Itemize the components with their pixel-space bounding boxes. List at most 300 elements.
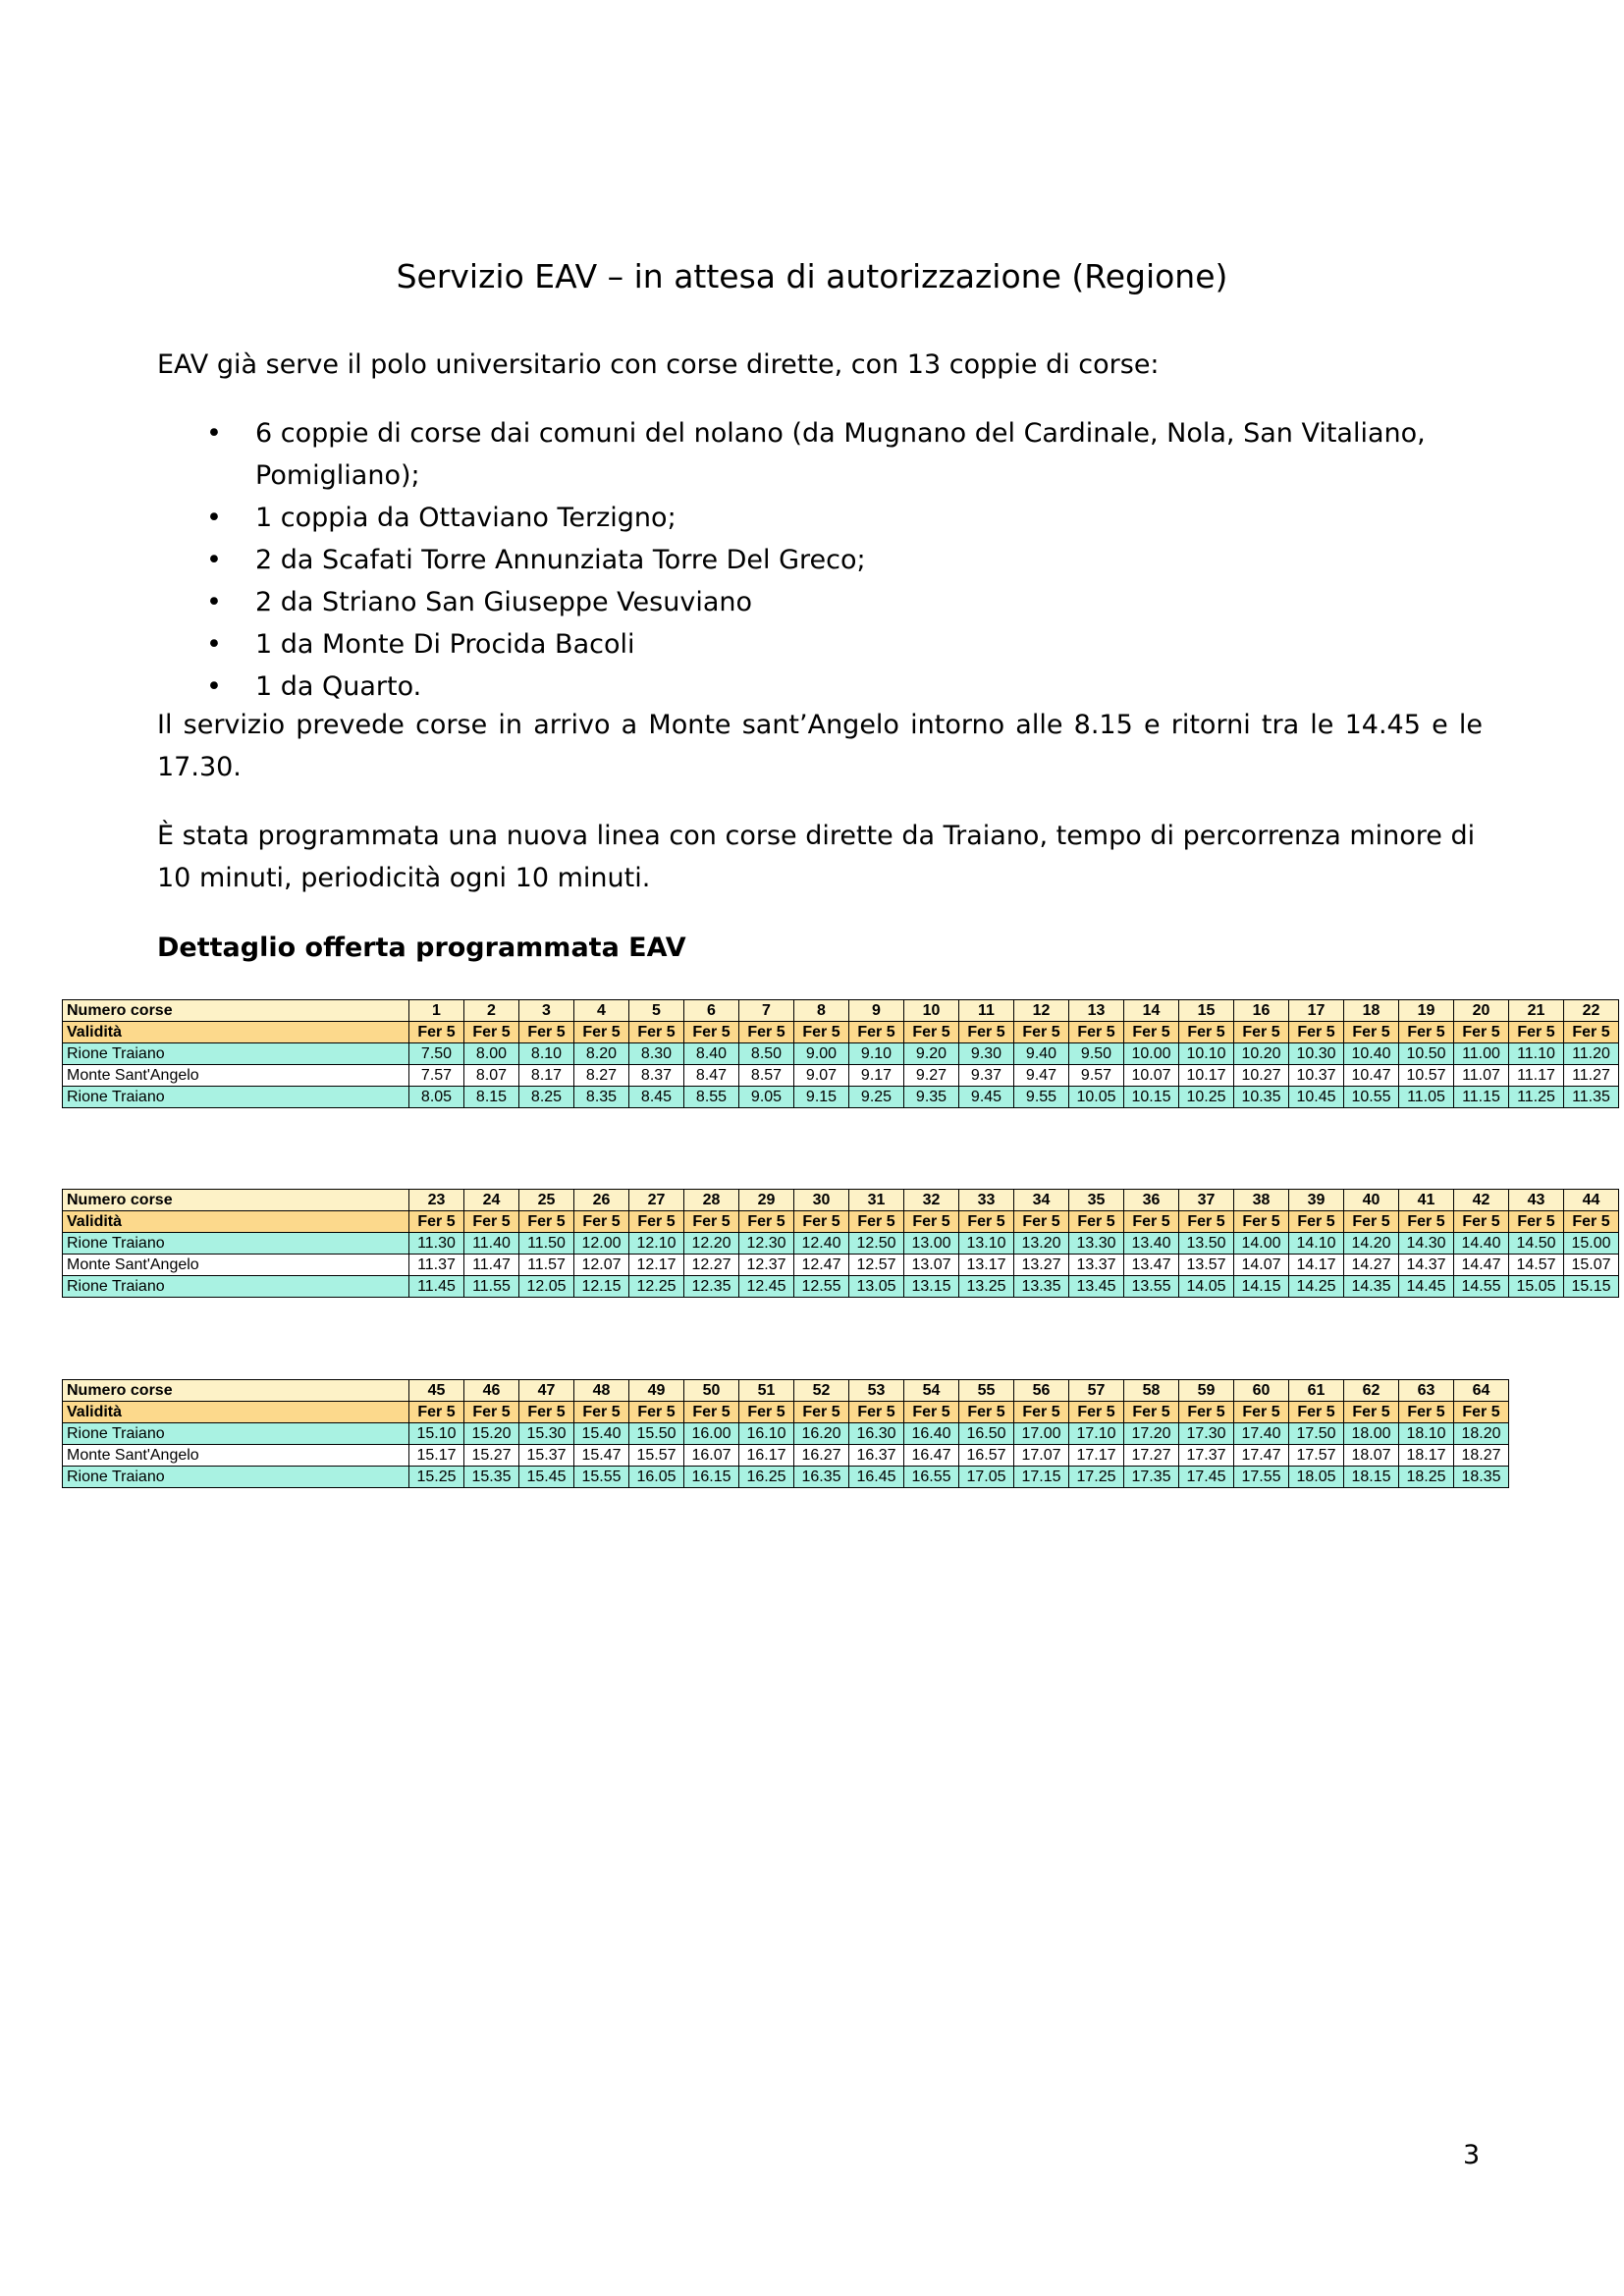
table-cell: 8.55 xyxy=(684,1087,739,1108)
row-label: Validità xyxy=(63,1211,409,1233)
table-cell: Fer 5 xyxy=(959,1022,1014,1043)
table-cell: 8.40 xyxy=(684,1043,739,1065)
table-cell: 36 xyxy=(1124,1190,1179,1211)
table-cell: 15.40 xyxy=(574,1423,629,1445)
table-cell: Fer 5 xyxy=(1124,1211,1179,1233)
row-label: Monte Sant'Angelo xyxy=(63,1445,409,1467)
table-cell: 17.37 xyxy=(1179,1445,1234,1467)
table-cell: Fer 5 xyxy=(684,1211,739,1233)
table-cell: 17.27 xyxy=(1124,1445,1179,1467)
table-cell: 15.25 xyxy=(409,1467,464,1488)
table-cell: Fer 5 xyxy=(519,1402,574,1423)
table-cell: 13.45 xyxy=(1069,1276,1124,1298)
table-cell: Fer 5 xyxy=(794,1022,849,1043)
table-cell: 51 xyxy=(739,1380,794,1402)
table-cell: 49 xyxy=(629,1380,684,1402)
row-label: Rione Traiano xyxy=(63,1233,409,1255)
table-cell: 10.20 xyxy=(1234,1043,1289,1065)
table-cell: 4 xyxy=(574,1000,629,1022)
table-cell: 28 xyxy=(684,1190,739,1211)
table-cell: 34 xyxy=(1014,1190,1069,1211)
table-cell: 8.50 xyxy=(739,1043,794,1065)
table-cell: 50 xyxy=(684,1380,739,1402)
table-cell: 13.10 xyxy=(959,1233,1014,1255)
bullet-list xyxy=(157,412,1483,708)
table-cell: 6 xyxy=(684,1000,739,1022)
table-cell: 8.10 xyxy=(519,1043,574,1065)
service-paragraph: Il servizio prevede corse in arrivo a Monte sant’Angelo intorno alle 8.15 e ritorni tra le 14.45 e le 17.30. xyxy=(157,710,1483,782)
table-cell: 10.40 xyxy=(1344,1043,1399,1065)
table-cell: 14.45 xyxy=(1399,1276,1454,1298)
rione-traiano-arr-row xyxy=(63,1087,1619,1108)
table-cell: Fer 5 xyxy=(464,1211,519,1233)
list-item-text: 6 coppie di corse dai comuni del nolano (da Mugnano del Cardinale, Nola, San Vitaliano, Pomigliano); xyxy=(255,418,1426,491)
table-cell: Fer 5 xyxy=(959,1211,1014,1233)
table-cell: Fer 5 xyxy=(629,1402,684,1423)
table-cell: 17.30 xyxy=(1179,1423,1234,1445)
table-cell: 15.47 xyxy=(574,1445,629,1467)
table-cell: 54 xyxy=(904,1380,959,1402)
table-cell: 45 xyxy=(409,1380,464,1402)
table-cell: Fer 5 xyxy=(794,1402,849,1423)
table-cell: 37 xyxy=(1179,1190,1234,1211)
table-cell: 13.55 xyxy=(1124,1276,1179,1298)
row-label: Numero corse xyxy=(63,1000,409,1022)
table-cell: Fer 5 xyxy=(1014,1211,1069,1233)
table-cell: 16.05 xyxy=(629,1467,684,1488)
table-cell: 16.30 xyxy=(849,1423,904,1445)
list-item xyxy=(157,581,1483,623)
table-cell: 11.55 xyxy=(464,1276,519,1298)
table-cell: Fer 5 xyxy=(629,1022,684,1043)
row-label: Numero corse xyxy=(63,1190,409,1211)
table-cell: Fer 5 xyxy=(1234,1211,1289,1233)
table-cell: 15 xyxy=(1179,1000,1234,1022)
table-cell: 14.50 xyxy=(1509,1233,1564,1255)
table-cell: 12.15 xyxy=(574,1276,629,1298)
table-cell: 9.47 xyxy=(1014,1065,1069,1087)
table-cell: 2 xyxy=(464,1000,519,1022)
table-cell: Fer 5 xyxy=(739,1022,794,1043)
table-cell: 11.05 xyxy=(1399,1087,1454,1108)
table-cell: 8.30 xyxy=(629,1043,684,1065)
table-cell: 15.15 xyxy=(1564,1276,1619,1298)
table-cell: 17.15 xyxy=(1014,1467,1069,1488)
table-cell: Fer 5 xyxy=(1289,1211,1344,1233)
table-cell: 10.47 xyxy=(1344,1065,1399,1087)
table-cell: 13.47 xyxy=(1124,1255,1179,1276)
table-cell: 8.45 xyxy=(629,1087,684,1108)
table-cell: 22 xyxy=(1564,1000,1619,1022)
table-cell: 10.37 xyxy=(1289,1065,1344,1087)
table-cell: 12.05 xyxy=(519,1276,574,1298)
table-cell: 7 xyxy=(739,1000,794,1022)
table-cell: 18.05 xyxy=(1289,1467,1344,1488)
table-cell: 62 xyxy=(1344,1380,1399,1402)
table-cell: 18.10 xyxy=(1399,1423,1454,1445)
table-cell: Fer 5 xyxy=(1509,1211,1564,1233)
table-cell: 13.37 xyxy=(1069,1255,1124,1276)
table-cell: Fer 5 xyxy=(849,1402,904,1423)
table-cell: 18.27 xyxy=(1454,1445,1509,1467)
table-cell: 12.50 xyxy=(849,1233,904,1255)
row-label: Monte Sant'Angelo xyxy=(63,1255,409,1276)
table-cell: 10.25 xyxy=(1179,1087,1234,1108)
table-cell: 16.07 xyxy=(684,1445,739,1467)
table-cell: 16.15 xyxy=(684,1467,739,1488)
table-cell: 48 xyxy=(574,1380,629,1402)
row-label: Numero corse xyxy=(63,1380,409,1402)
table-cell: 17.25 xyxy=(1069,1467,1124,1488)
table-cell: 9.27 xyxy=(904,1065,959,1087)
table-cell: 12.17 xyxy=(629,1255,684,1276)
timetable xyxy=(62,1379,1509,1488)
table-cell: 23 xyxy=(409,1190,464,1211)
table-cell: 8.27 xyxy=(574,1065,629,1087)
table-cell: 17.07 xyxy=(1014,1445,1069,1467)
list-item-text: 2 da Scafati Torre Annunziata Torre Del Greco; xyxy=(255,545,866,575)
table-cell: 11.27 xyxy=(1564,1065,1619,1087)
table-cell: 9.45 xyxy=(959,1087,1014,1108)
table-cell: 10.00 xyxy=(1124,1043,1179,1065)
table-cell: 29 xyxy=(739,1190,794,1211)
table-cell: 9.15 xyxy=(794,1087,849,1108)
table-cell: 1 xyxy=(409,1000,464,1022)
table-cell: Fer 5 xyxy=(1399,1402,1454,1423)
table-cell: 12.45 xyxy=(739,1276,794,1298)
table-cell: 17.57 xyxy=(1289,1445,1344,1467)
table-cell: Fer 5 xyxy=(1179,1402,1234,1423)
table-cell: 8.17 xyxy=(519,1065,574,1087)
table-cell: 11.40 xyxy=(464,1233,519,1255)
table-cell: 14 xyxy=(1124,1000,1179,1022)
table-cell: 30 xyxy=(794,1190,849,1211)
table-cell: 13.40 xyxy=(1124,1233,1179,1255)
table-cell: Fer 5 xyxy=(1509,1022,1564,1043)
table-cell: 18.20 xyxy=(1454,1423,1509,1445)
timetable xyxy=(62,999,1619,1108)
table-cell: 8.15 xyxy=(464,1087,519,1108)
table-cell: 3 xyxy=(519,1000,574,1022)
table-cell: 61 xyxy=(1289,1380,1344,1402)
table-cell: 12.55 xyxy=(794,1276,849,1298)
table-cell: 8.07 xyxy=(464,1065,519,1087)
table-cell: 9 xyxy=(849,1000,904,1022)
table-cell: 11.07 xyxy=(1454,1065,1509,1087)
table-cell: 42 xyxy=(1454,1190,1509,1211)
table-cell: 16.45 xyxy=(849,1467,904,1488)
table-cell: 17.50 xyxy=(1289,1423,1344,1445)
table-cell: 17.35 xyxy=(1124,1467,1179,1488)
table-cell: 58 xyxy=(1124,1380,1179,1402)
table-cell: 11.00 xyxy=(1454,1043,1509,1065)
table-cell: 12.07 xyxy=(574,1255,629,1276)
table-cell: Fer 5 xyxy=(904,1402,959,1423)
table-cell: 10.07 xyxy=(1124,1065,1179,1087)
table-cell: Fer 5 xyxy=(629,1211,684,1233)
table-cell: 12 xyxy=(1014,1000,1069,1022)
table-cell: Fer 5 xyxy=(1399,1211,1454,1233)
table-cell: Fer 5 xyxy=(1014,1402,1069,1423)
table-cell: 17.17 xyxy=(1069,1445,1124,1467)
list-item xyxy=(157,623,1483,666)
table-cell: 10.05 xyxy=(1069,1087,1124,1108)
table-cell: 59 xyxy=(1179,1380,1234,1402)
table-cell: 14.55 xyxy=(1454,1276,1509,1298)
numero-corse-row xyxy=(63,1000,1619,1022)
list-item xyxy=(157,539,1483,581)
table-cell: 9.55 xyxy=(1014,1087,1069,1108)
table-cell: Fer 5 xyxy=(519,1211,574,1233)
monte-santangelo-row xyxy=(63,1255,1619,1276)
table-cell: 17.40 xyxy=(1234,1423,1289,1445)
table-cell: Fer 5 xyxy=(1454,1402,1509,1423)
table-cell: 9.20 xyxy=(904,1043,959,1065)
table-cell: 10.55 xyxy=(1344,1087,1399,1108)
table-cell: 5 xyxy=(629,1000,684,1022)
table-cell: 15.45 xyxy=(519,1467,574,1488)
table-cell: 15.05 xyxy=(1509,1276,1564,1298)
table-cell: 8.35 xyxy=(574,1087,629,1108)
table-cell: 12.35 xyxy=(684,1276,739,1298)
table-cell: 13.27 xyxy=(1014,1255,1069,1276)
table-cell: 16.17 xyxy=(739,1445,794,1467)
table-cell: 11.57 xyxy=(519,1255,574,1276)
table-cell: Fer 5 xyxy=(1069,1211,1124,1233)
table-cell: 12.25 xyxy=(629,1276,684,1298)
table-cell: 14.05 xyxy=(1179,1276,1234,1298)
table-cell: 16.50 xyxy=(959,1423,1014,1445)
table-cell: 16.27 xyxy=(794,1445,849,1467)
row-label: Rione Traiano xyxy=(63,1423,409,1445)
table-cell: 11.35 xyxy=(1564,1087,1619,1108)
table-cell: 18.35 xyxy=(1454,1467,1509,1488)
table-cell: 16.20 xyxy=(794,1423,849,1445)
table-cell: 14.40 xyxy=(1454,1233,1509,1255)
row-label: Monte Sant'Angelo xyxy=(63,1065,409,1087)
table-cell: 13.17 xyxy=(959,1255,1014,1276)
table-cell: 15.00 xyxy=(1564,1233,1619,1255)
table-cell: 9.57 xyxy=(1069,1065,1124,1087)
table-cell: 57 xyxy=(1069,1380,1124,1402)
bullet-icon: • xyxy=(206,545,222,575)
rione-traiano-arr-row xyxy=(63,1276,1619,1298)
table-cell: Fer 5 xyxy=(574,1022,629,1043)
table-cell: Fer 5 xyxy=(1399,1022,1454,1043)
numero-corse-row xyxy=(63,1380,1509,1402)
table-cell: 9.05 xyxy=(739,1087,794,1108)
rione-traiano-dep-row xyxy=(63,1233,1619,1255)
table-cell: 8.20 xyxy=(574,1043,629,1065)
table-cell: 16.00 xyxy=(684,1423,739,1445)
table-cell: Fer 5 xyxy=(959,1402,1014,1423)
table-cell: 8.05 xyxy=(409,1087,464,1108)
table-cell: 16 xyxy=(1234,1000,1289,1022)
intro-paragraph: EAV già serve il polo universitario con corse dirette, con 13 coppie di corse: xyxy=(157,349,1160,380)
table-cell: Fer 5 xyxy=(1124,1402,1179,1423)
table-cell: 11.25 xyxy=(1509,1087,1564,1108)
table-cell: 15.27 xyxy=(464,1445,519,1467)
table-cell: 8.37 xyxy=(629,1065,684,1087)
table-cell: Fer 5 xyxy=(409,1211,464,1233)
table-cell: 16.10 xyxy=(739,1423,794,1445)
table-cell: 7.57 xyxy=(409,1065,464,1087)
row-label: Validità xyxy=(63,1022,409,1043)
table-cell: 12.00 xyxy=(574,1233,629,1255)
table-cell: 16.25 xyxy=(739,1467,794,1488)
table-cell: 16.40 xyxy=(904,1423,959,1445)
table-cell: 9.37 xyxy=(959,1065,1014,1087)
page-title: Servizio EAV – in attesa di autorizzazione (Regione) xyxy=(396,257,1228,295)
bullet-icon: • xyxy=(206,503,222,533)
table-cell: 32 xyxy=(904,1190,959,1211)
table-cell: 17.05 xyxy=(959,1467,1014,1488)
table-cell: 15.30 xyxy=(519,1423,574,1445)
table-cell: 10 xyxy=(904,1000,959,1022)
table-cell: 9.10 xyxy=(849,1043,904,1065)
table-cell: 53 xyxy=(849,1380,904,1402)
rione-traiano-arr-row xyxy=(63,1467,1509,1488)
table-cell: 14.37 xyxy=(1399,1255,1454,1276)
table-cell: 17.20 xyxy=(1124,1423,1179,1445)
table-cell: Fer 5 xyxy=(1344,1211,1399,1233)
table-cell: 11.45 xyxy=(409,1276,464,1298)
table-cell: 31 xyxy=(849,1190,904,1211)
row-label: Rione Traiano xyxy=(63,1276,409,1298)
table-cell: Fer 5 xyxy=(1179,1022,1234,1043)
table-cell: 14.27 xyxy=(1344,1255,1399,1276)
table-cell: 55 xyxy=(959,1380,1014,1402)
table-cell: 12.20 xyxy=(684,1233,739,1255)
table-cell: 40 xyxy=(1344,1190,1399,1211)
table-cell: 21 xyxy=(1509,1000,1564,1022)
list-item-text: 2 da Striano San Giuseppe Vesuviano xyxy=(255,587,752,617)
table-cell: 11.30 xyxy=(409,1233,464,1255)
list-item-text: 1 da Quarto. xyxy=(255,671,422,702)
table-cell: 12.47 xyxy=(794,1255,849,1276)
table-cell: 38 xyxy=(1234,1190,1289,1211)
list-item xyxy=(157,412,1483,497)
table-cell: 10.30 xyxy=(1289,1043,1344,1065)
table-cell: 15.20 xyxy=(464,1423,519,1445)
table-cell: Fer 5 xyxy=(1014,1022,1069,1043)
table-cell: Fer 5 xyxy=(904,1211,959,1233)
table-cell: Fer 5 xyxy=(409,1022,464,1043)
table-cell: Fer 5 xyxy=(1454,1022,1509,1043)
table-cell: 9.17 xyxy=(849,1065,904,1087)
table-cell: 10.10 xyxy=(1179,1043,1234,1065)
table-cell: Fer 5 xyxy=(794,1211,849,1233)
table-cell: 12.27 xyxy=(684,1255,739,1276)
table-cell: 9.35 xyxy=(904,1087,959,1108)
table-cell: 52 xyxy=(794,1380,849,1402)
bullet-icon: • xyxy=(206,587,222,617)
table-cell: 9.40 xyxy=(1014,1043,1069,1065)
table-cell: 47 xyxy=(519,1380,574,1402)
table-cell: Fer 5 xyxy=(1179,1211,1234,1233)
table-cell: Fer 5 xyxy=(464,1022,519,1043)
table-cell: 13 xyxy=(1069,1000,1124,1022)
rione-traiano-dep-row xyxy=(63,1043,1619,1065)
table-cell: 11.15 xyxy=(1454,1087,1509,1108)
table-cell: 13.00 xyxy=(904,1233,959,1255)
validita-row xyxy=(63,1402,1509,1423)
table-cell: Fer 5 xyxy=(1069,1402,1124,1423)
table-cell: 11.10 xyxy=(1509,1043,1564,1065)
table-cell: 15.50 xyxy=(629,1423,684,1445)
rione-traiano-dep-row xyxy=(63,1423,1509,1445)
list-item xyxy=(157,497,1483,539)
row-label: Rione Traiano xyxy=(63,1043,409,1065)
table-cell: 14.07 xyxy=(1234,1255,1289,1276)
table-cell: Fer 5 xyxy=(519,1022,574,1043)
validita-row xyxy=(63,1211,1619,1233)
table-cell: Fer 5 xyxy=(739,1211,794,1233)
table-cell: 14.00 xyxy=(1234,1233,1289,1255)
table-cell: Fer 5 xyxy=(574,1211,629,1233)
table-cell: 9.30 xyxy=(959,1043,1014,1065)
table-cell: Fer 5 xyxy=(464,1402,519,1423)
table-cell: Fer 5 xyxy=(1234,1022,1289,1043)
table-cell: 9.50 xyxy=(1069,1043,1124,1065)
table-cell: Fer 5 xyxy=(409,1402,464,1423)
table-cell: 14.20 xyxy=(1344,1233,1399,1255)
table-cell: Fer 5 xyxy=(1124,1022,1179,1043)
section-heading: Dettaglio offerta programmata EAV xyxy=(157,933,686,963)
table-cell: 13.25 xyxy=(959,1276,1014,1298)
table-cell: 15.17 xyxy=(409,1445,464,1467)
table-cell: Fer 5 xyxy=(1234,1402,1289,1423)
table-cell: 17.00 xyxy=(1014,1423,1069,1445)
table-cell: 11 xyxy=(959,1000,1014,1022)
table-cell: 14.57 xyxy=(1509,1255,1564,1276)
new-line-paragraph: È stata programmata una nuova linea con corse dirette da Traiano, tempo di percorrenza minore di 10 minuti, periodicità ogni 10 minuti. xyxy=(157,821,1476,893)
table-cell: 8 xyxy=(794,1000,849,1022)
table-cell: 10.17 xyxy=(1179,1065,1234,1087)
table-cell: 10.45 xyxy=(1289,1087,1344,1108)
table-cell: 14.10 xyxy=(1289,1233,1344,1255)
monte-santangelo-row xyxy=(63,1065,1619,1087)
list-item xyxy=(157,666,1483,708)
table-cell: 39 xyxy=(1289,1190,1344,1211)
table-cell: 13.07 xyxy=(904,1255,959,1276)
table-cell: Fer 5 xyxy=(849,1022,904,1043)
table-cell: 63 xyxy=(1399,1380,1454,1402)
table-cell: 14.25 xyxy=(1289,1276,1344,1298)
table-cell: 17.55 xyxy=(1234,1467,1289,1488)
row-label: Validità xyxy=(63,1402,409,1423)
table-cell: 12.40 xyxy=(794,1233,849,1255)
table-cell: 13.20 xyxy=(1014,1233,1069,1255)
page-number: 3 xyxy=(1463,2140,1481,2170)
table-cell: 18.15 xyxy=(1344,1467,1399,1488)
table-cell: Fer 5 xyxy=(684,1022,739,1043)
table-cell: Fer 5 xyxy=(1564,1211,1619,1233)
table-cell: 10.50 xyxy=(1399,1043,1454,1065)
row-label: Rione Traiano xyxy=(63,1467,409,1488)
table-cell: 11.47 xyxy=(464,1255,519,1276)
table-cell: 18 xyxy=(1344,1000,1399,1022)
table-cell: 8.00 xyxy=(464,1043,519,1065)
table-cell: Fer 5 xyxy=(1564,1022,1619,1043)
bullet-icon: • xyxy=(206,418,222,449)
table-cell: 11.20 xyxy=(1564,1043,1619,1065)
table-cell: Fer 5 xyxy=(1344,1022,1399,1043)
table-cell: 16.35 xyxy=(794,1467,849,1488)
table-cell: 15.55 xyxy=(574,1467,629,1488)
table-cell: Fer 5 xyxy=(849,1211,904,1233)
table-cell: Fer 5 xyxy=(684,1402,739,1423)
